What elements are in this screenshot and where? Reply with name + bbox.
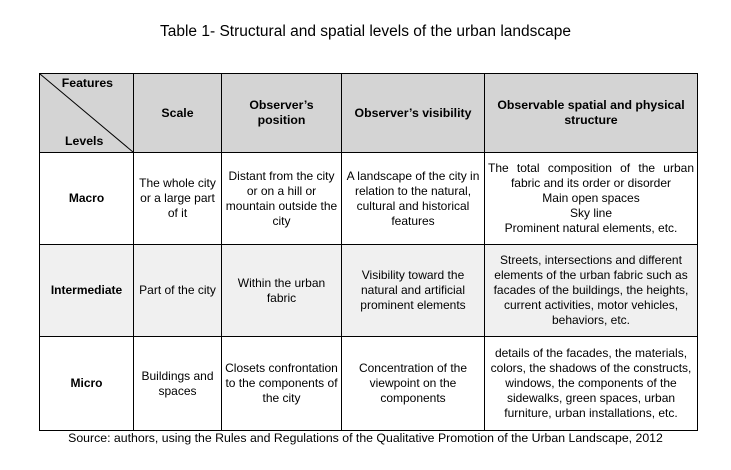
- corner-features-label: Features: [61, 76, 113, 90]
- structure-line: The total composition of the urban fabric and its order or disorder: [488, 161, 694, 190]
- scale-cell: The whole city or a large part of it: [134, 153, 222, 245]
- source-note: Source: authors, using the Rules and Regulations of the Qualitative Promotion of the Urban Landscape, 2012: [68, 431, 663, 445]
- position-cell: Closets confrontation to the components of the city: [222, 337, 342, 431]
- corner-levels-label: Levels: [65, 134, 104, 148]
- structure-line: Prominent natural elements, etc.: [504, 221, 678, 235]
- position-cell: Distant from the city or on a hill or mountain outside the city: [222, 153, 342, 245]
- visibility-cell: Concentration of the viewpoint on the components: [342, 337, 485, 431]
- visibility-cell: Visibility toward the natural and artificial prominent elements: [342, 245, 485, 337]
- header-observer-position: Observer’s position: [222, 74, 342, 153]
- table-row-macro: [40, 153, 698, 245]
- level-cell: Intermediate: [40, 245, 134, 337]
- structure-line: Main open spaces: [542, 191, 640, 205]
- header-scale: Scale: [134, 74, 222, 153]
- header-observable-structure: Observable spatial and physical structure: [485, 74, 698, 153]
- header-row: [40, 74, 698, 153]
- structure-cell: [485, 153, 698, 245]
- visibility-cell: A landscape of the city in relation to the natural, cultural and historical features: [342, 153, 485, 245]
- level-cell: Macro: [40, 153, 134, 245]
- structure-line: Sky line: [569, 206, 613, 220]
- scale-cell: Buildings and spaces: [134, 337, 222, 431]
- header-observer-visibility: Observer’s visibility: [342, 74, 485, 153]
- corner-header-cell: [40, 74, 134, 153]
- table-title: Table 1- Structural and spatial levels of the urban landscape: [160, 23, 571, 40]
- table-row-micro: [40, 337, 698, 431]
- scale-cell: Part of the city: [134, 245, 222, 337]
- structure-cell: Streets, intersections and different elements of the urban fabric such as facades of the buildings, the heights, current activities, motor vehicles, behaviors, etc.: [485, 245, 698, 337]
- table-row-intermediate: [40, 245, 698, 337]
- position-cell: Within the urban fabric: [222, 245, 342, 337]
- level-cell: Micro: [40, 337, 134, 431]
- urban-landscape-table: [39, 73, 698, 431]
- structure-cell: details of the facades, the materials, colors, the shadows of the constructs, windows, the components of the sidewalks, green spaces, urban furniture, urban installations, etc.: [485, 337, 698, 431]
